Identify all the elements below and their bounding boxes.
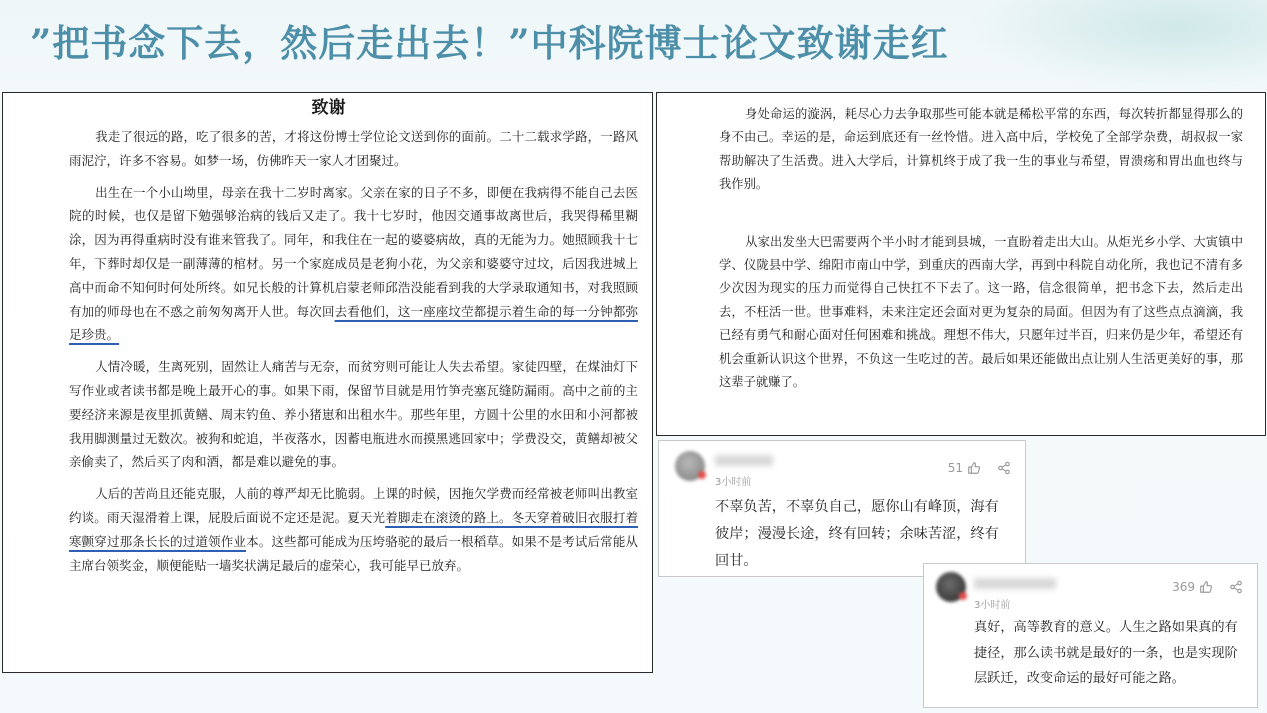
paragraph-text: 身处命运的漩涡，耗尽心力去争取那些可能本就是稀松平常的东西，每次转折都显得那么的身不由己。幸运的是，命运到底还有一丝怜惜。进入高中后，学校免了全部学杂费，胡叔叔一家帮助解决了生活费。进入大学后，计算机终于成了我一生的事业与希望，胃溃疡和胃出血也终与我作别。 [719, 107, 1243, 192]
paragraph-text: 人后的苦尚且还能克服，人前的尊严却无比脆弱。上课的时候，因拖欠学费而经常被老师叫出教室约谈。雨天湿滑着上课，屁股后面说不定还是泥。夏天光 [69, 486, 638, 525]
comment-text: 真好，高等教育的意义。人生之路如果真的有捷径，那么读书就是最好的一条，也是实现阶层跃迁，改变命运的最好可能之路。 [974, 620, 1238, 686]
paragraph-5 [719, 103, 1243, 197]
comment-time: 3小时前 [974, 600, 1011, 611]
paragraph-4 [69, 482, 638, 577]
comment-card [658, 440, 1026, 577]
paragraph-text: 我走了很远的路，吃了很多的苦，才将这份博士学位论文送到你的面前。二十二载求学路，一路风雨泥泞，许多不容易。如梦一场，仿佛昨天一家人才团聚过。 [69, 129, 638, 168]
avatar[interactable] [936, 572, 966, 602]
paragraph-text: 人情冷暖，生离死别，固然让人痛苦与无奈，而贫穷则可能让人失去希望。家徒四壁，在煤油灯下写作业或者读书都是晚上最开心的事。如果下雨，保留节目就是用竹笋壳塞瓦缝防漏雨。高中之前的主要经济来源是夜里抓黄鳝、周末钓鱼、养小猪崽和出租水牛。那些年里，方圆十公里的水田和小河都被我用脚测量过无数次。被狗和蛇追，半夜落水，因蓄电瓶进水而摸黑逃回家中；学费没交，黄鳝却被父亲偷卖了，然后买了肉和酒，都是难以避免的事。 [69, 359, 638, 470]
paragraph-text: 从家出发坐大巴需要两个半小时才能到县城，一直盼着走出大山。从炬光乡小学、大寅镇中学、仪陇县中学、绵阳市南山中学，到重庆的西南大学，再到中科院自动化所，我也记不清有多少次因为现实的压力而觉得自己快扛不下去了。这一路，信念很简单，把书念下去，然后走出去，不枉活一世。世事难料，未来注定还会面对更为复杂的局面。但因为有了这些点点滴滴，我已经有勇气和耐心面对任何困难和挑战。理想不伟大，只愿年过半百，归来仍是少年，希望还有机会重新认识这个世界，不负这一生吃过的苦。最后如果还能做出点让别人生活更美好的事，那这辈子就赚了。 [719, 234, 1243, 390]
comment-time: 3小时前 [715, 477, 752, 488]
username-blurred[interactable] [715, 455, 773, 466]
page-title: ”把书念下去，然后走出去！”中科院博士论文致谢走红 [30, 21, 949, 65]
share-icon[interactable] [1229, 580, 1243, 594]
paragraph-3 [69, 355, 638, 474]
username-blurred[interactable] [974, 578, 1056, 589]
document-heading: 致谢 [311, 98, 346, 118]
like-count: 51 [947, 461, 963, 475]
thumbs-up-icon [1199, 580, 1213, 594]
thesis-acknowledgement-page-left [2, 92, 653, 673]
underlined-sentence: 着脚走在滚烫的路上。冬天穿着破旧衣服打着寒颤穿过那条长长的过道领作业 [69, 509, 638, 549]
like-button[interactable] [1172, 580, 1213, 594]
thesis-acknowledgement-page-right [656, 92, 1266, 436]
like-button[interactable] [948, 461, 981, 475]
share-icon[interactable] [997, 461, 1011, 475]
like-count: 369 [1172, 580, 1195, 594]
underlined-sentence: 去看他们，这一座座坟茔都提示着生命的每一分钟都弥足珍贵。 [69, 303, 638, 343]
badge-dot [959, 592, 967, 600]
avatar[interactable] [675, 451, 705, 481]
paragraph-text: 出生在一个小山坳里，母亲在我十二岁时离家。父亲在家的日子不多，即便在我病得不能自己去医院的时候，也仅是留下勉强够治病的钱后又走了。我十七岁时，他因交通事故离世后，我哭得稀里糊涂，因为再得重病时没有谁来管我了。同年，和我住在一起的婆婆病故，真的无能为力。她照顾我十七年，下葬时却仅是一副薄薄的棺材。另一个家庭成员是老狗小花，为父亲和婆婆守过坟，后因我进城上高中而命不知何时何处所终。如兄长般的计算机启蒙老师邱浩没能看到我的大学录取通知书，对我照顾有加的师母也在不惑之前匆匆离开人世。每次回 [69, 184, 638, 319]
paragraph-6 [719, 231, 1243, 395]
comment-card [923, 563, 1258, 708]
comment-text: 不辜负苦，不辜负自己，愿你山有峰顶，海有彼岸；漫漫长途，终有回转；余味苦涩，终有回甘。 [715, 499, 999, 569]
thumbs-up-icon [967, 461, 981, 475]
paragraph-1 [69, 125, 638, 173]
comment-actions [948, 461, 1011, 475]
badge-dot [698, 471, 706, 479]
comment-actions [1172, 580, 1243, 594]
paragraph-2 [69, 181, 638, 348]
paragraph-text: 本。这些都可能成为压垮骆驼的最后一根稻草。如果不是考试后常能从主席台领奖金，顺便能贴一墙奖状满足最后的虚荣心，我可能早已放弃。 [69, 533, 638, 573]
